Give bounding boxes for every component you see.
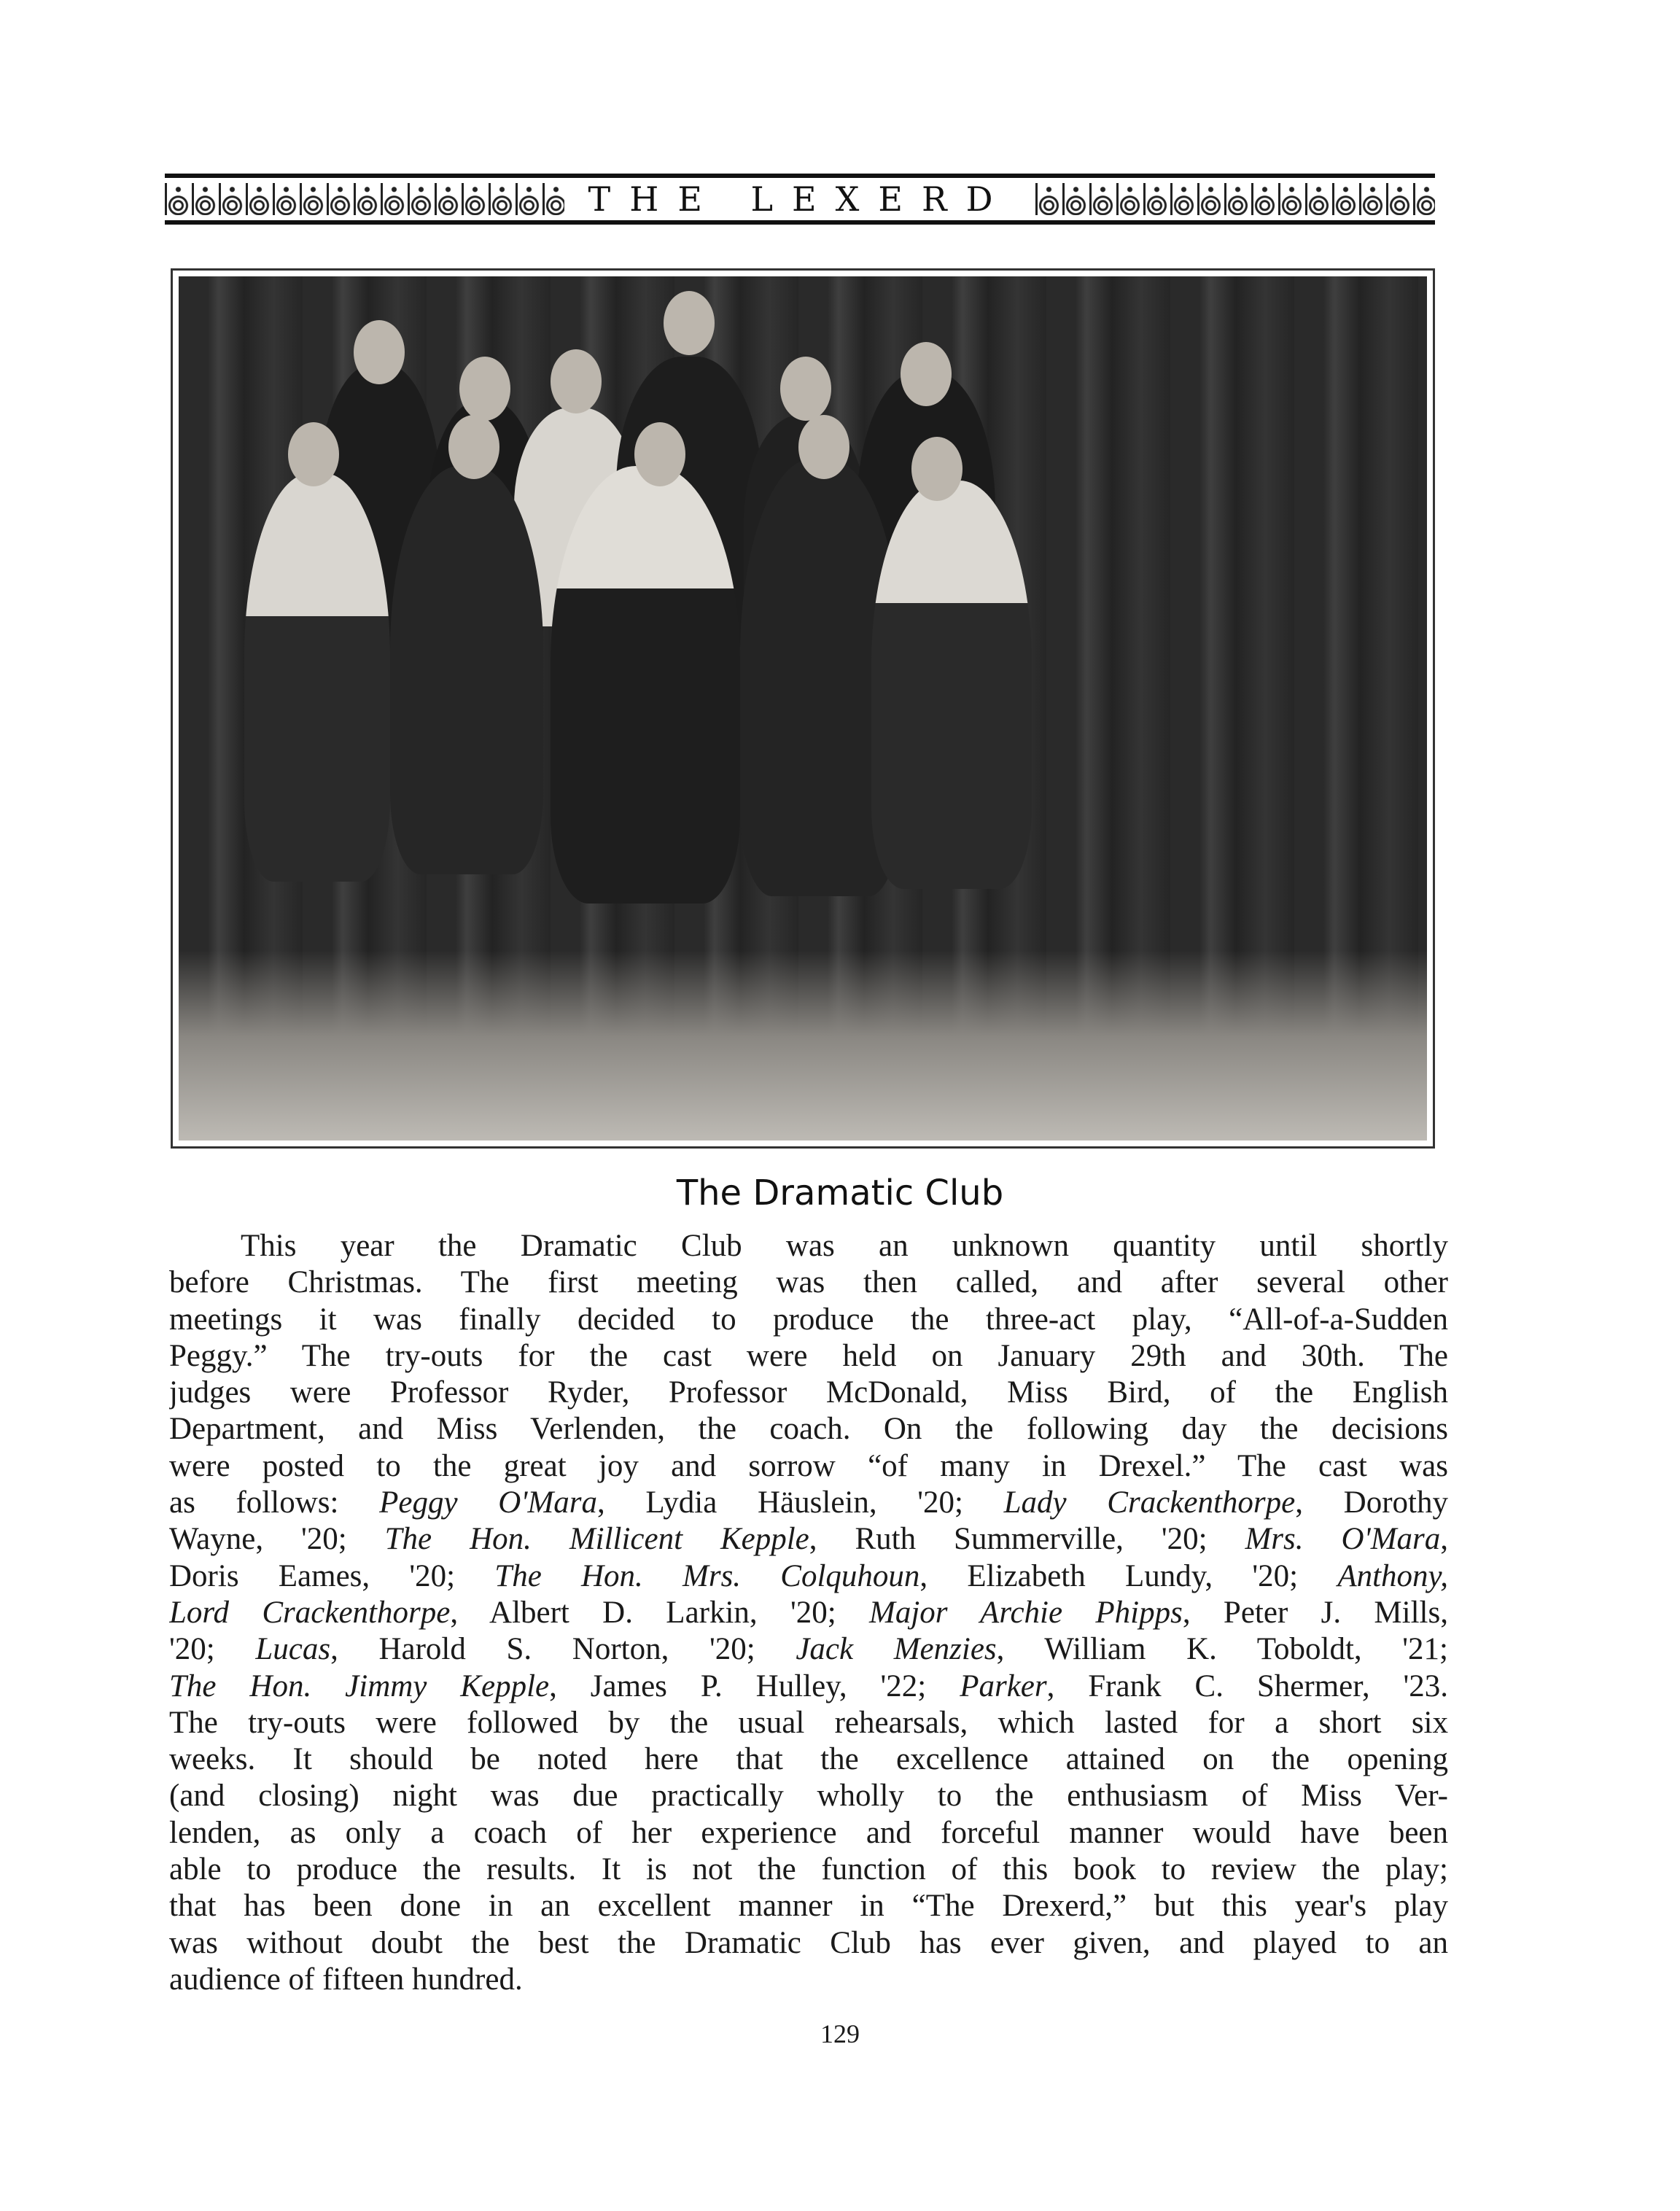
text-run: that has been done in an excellent manner in “The Drexerd,” but this year's play bbox=[169, 1889, 1448, 1924]
text-run: , James P. Hulley, '22; bbox=[549, 1668, 960, 1703]
group-photo bbox=[171, 268, 1435, 1149]
ornament-left bbox=[165, 183, 564, 215]
text-line bbox=[169, 1264, 1448, 1301]
text-line bbox=[169, 1705, 1448, 1741]
role-name: Jack Menzies bbox=[796, 1632, 997, 1667]
text-line bbox=[169, 1668, 1448, 1705]
role-name: Mrs. O'Mara bbox=[1245, 1522, 1441, 1557]
photo-image bbox=[179, 276, 1427, 1141]
text-line bbox=[169, 1888, 1448, 1924]
text-line bbox=[169, 1375, 1448, 1411]
text-run: , Elizabeth Lundy, '20; bbox=[919, 1558, 1338, 1593]
role-name: The Hon. Jimmy Kepple bbox=[169, 1668, 550, 1703]
text-line bbox=[169, 1448, 1448, 1485]
text-run: Doris Eames, '20; bbox=[169, 1558, 495, 1593]
article-body bbox=[169, 1228, 1448, 1998]
text-run: judges were Professor Ryder, Professor McDonald, Miss Bird, of the English bbox=[169, 1375, 1448, 1410]
text-run: meetings it was finally decided to produce the three-act play, “All-of-a-Sudden bbox=[169, 1302, 1448, 1337]
text-run: Peggy.” The try-outs for the cast were held on January 29th and 30th. The bbox=[169, 1338, 1448, 1373]
text-run: , Lydia Häuslein, '20; bbox=[597, 1485, 1004, 1520]
text-run: (and closing) night was due practically wholly to the enthusiasm of Miss Ver- bbox=[169, 1779, 1448, 1814]
text-run: as follows: bbox=[169, 1485, 380, 1520]
role-name: Parker bbox=[960, 1668, 1047, 1703]
text-line bbox=[169, 1521, 1448, 1558]
text-run: able to produce the results. It is not the function of this book to review the play; bbox=[169, 1852, 1448, 1887]
text-run: , Harold S. Norton, '20; bbox=[330, 1632, 796, 1667]
ornament-right bbox=[1035, 183, 1435, 215]
text-run: audience of fifteen hundred. bbox=[169, 1962, 523, 1997]
text-line bbox=[169, 1302, 1448, 1338]
text-run: , bbox=[1440, 1522, 1448, 1557]
text-run: Department, and Miss Verlenden, the coach. On the following day the decisions bbox=[169, 1412, 1448, 1447]
article-title: The Dramatic Club bbox=[676, 1173, 1004, 1213]
text-line bbox=[169, 1558, 1448, 1595]
role-name: The Hon. Mrs. Colquhoun bbox=[494, 1558, 920, 1593]
text-line bbox=[169, 1925, 1448, 1962]
text-run: This year the Dramatic Club was an unknown quantity until shortly bbox=[241, 1229, 1448, 1263]
text-run: The try-outs were followed by the usual rehearsals, which lasted for a short six bbox=[169, 1705, 1448, 1740]
role-name: Anthony, bbox=[1337, 1558, 1448, 1593]
text-line bbox=[169, 1631, 1448, 1668]
text-line bbox=[169, 1228, 1448, 1264]
text-run: before Christmas. The first meeting was then called, and after several other bbox=[169, 1265, 1448, 1300]
text-run: was without doubt the best the Dramatic Club has ever given, and played to an bbox=[169, 1925, 1448, 1960]
text-line bbox=[169, 1778, 1448, 1814]
text-run: , William K. Toboldt, '21; bbox=[996, 1632, 1448, 1667]
text-run: , Albert D. Larkin, '20; bbox=[450, 1595, 870, 1630]
text-run: , Ruth Summerville, '20; bbox=[809, 1522, 1245, 1557]
text-line bbox=[169, 1338, 1448, 1375]
text-line bbox=[169, 1741, 1448, 1778]
text-run: , Dorothy bbox=[1295, 1485, 1448, 1520]
running-header bbox=[165, 174, 1435, 225]
role-name: The Hon. Millicent Kepple bbox=[384, 1522, 809, 1557]
text-line bbox=[169, 1962, 1448, 1998]
text-run: lenden, as only a coach of her experience and forceful manner would have been bbox=[169, 1815, 1448, 1850]
text-run: , Peter J. Mills, bbox=[1182, 1595, 1448, 1630]
page-number: 129 bbox=[820, 2019, 860, 2048]
role-name: Lady Crackenthorpe bbox=[1003, 1485, 1296, 1520]
role-name: Major Archie Phipps bbox=[869, 1595, 1183, 1630]
text-run: Wayne, '20; bbox=[169, 1522, 385, 1557]
text-line bbox=[169, 1595, 1448, 1631]
text-run: '20; bbox=[169, 1632, 256, 1667]
text-run: were posted to the great joy and sorrow “of many in Drexel.” The cast was bbox=[169, 1448, 1448, 1483]
role-name: Lucas bbox=[255, 1632, 331, 1667]
role-name: Peggy O'Mara bbox=[379, 1485, 597, 1520]
text-line bbox=[169, 1411, 1448, 1448]
text-line bbox=[169, 1815, 1448, 1851]
header-title: THE LEXERD bbox=[588, 179, 1012, 219]
text-line bbox=[169, 1485, 1448, 1521]
text-line bbox=[169, 1851, 1448, 1888]
role-name: Lord Crackenthorpe bbox=[169, 1595, 451, 1630]
text-run: weeks. It should be noted here that the excellence attained on the opening bbox=[169, 1742, 1448, 1777]
text-run: , Frank C. Shermer, '23. bbox=[1046, 1668, 1448, 1703]
